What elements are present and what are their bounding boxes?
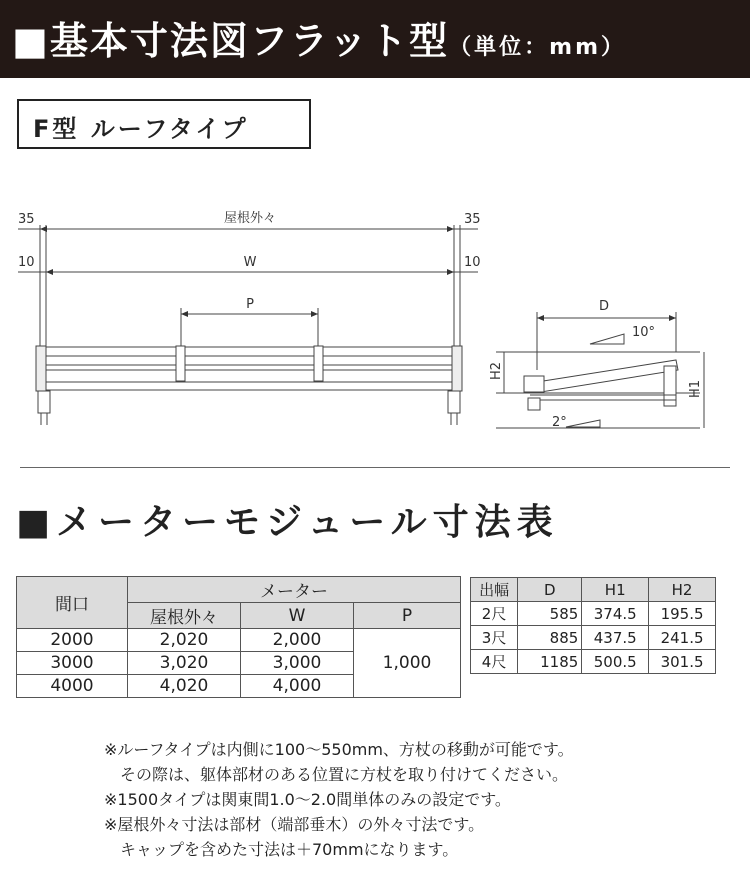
table-row: 4000 4,020 4,000 xyxy=(17,675,461,698)
outer-dim-label: 屋根外々 xyxy=(223,211,277,226)
section-title: ■メーターモジュール寸法表 xyxy=(16,502,559,543)
w-dim-label: W xyxy=(243,255,257,270)
head-p: P xyxy=(354,603,461,629)
h2-dim-label: H2 xyxy=(489,361,504,380)
head-debaba: 出幅 xyxy=(471,578,518,602)
h1-dim-label: H1 xyxy=(688,379,703,398)
type-badge-label: F型 ルーフタイプ xyxy=(33,115,249,143)
right-35-label: 35 xyxy=(464,212,481,227)
head-h1: H1 xyxy=(582,578,649,602)
depth-table xyxy=(470,577,716,674)
meter-module-table xyxy=(16,576,461,698)
head-meter: メーター xyxy=(128,577,461,603)
p-value: 1,000 xyxy=(354,629,461,698)
note-line: ※屋根外々寸法は部材（端部垂木）の外々寸法です。 xyxy=(104,815,485,834)
table-row: 4尺 1185 500.5 301.5 xyxy=(471,650,716,674)
divider xyxy=(20,467,730,468)
angle-2-label: 2° xyxy=(552,415,567,430)
table-row: 3尺 885 437.5 241.5 xyxy=(471,626,716,650)
head-maguchi: 間口 xyxy=(17,577,128,629)
note-line: ※1500タイプは関東間1.0〜2.0間単体のみの設定です。 xyxy=(104,790,511,809)
head-w: W xyxy=(241,603,354,629)
table-row: 2000 2,020 2,000 1,000 xyxy=(17,629,461,652)
right-10-label: 10 xyxy=(464,255,481,270)
page-title: ■基本寸法図フラット型（単位：mm） xyxy=(12,19,627,63)
note-line: キャップを含めた寸法は＋70mmになります。 xyxy=(104,840,459,859)
angle-10-label: 10° xyxy=(632,325,656,340)
note-line: ※ルーフタイプは内側に100〜550mm、方杖の移動が可能です。 xyxy=(104,740,574,759)
notes xyxy=(104,737,574,862)
table-row: 3000 3,020 3,000 xyxy=(17,652,461,675)
unit-label: （単位：mm） xyxy=(449,35,627,60)
left-35-label: 35 xyxy=(18,212,35,227)
head-d: D xyxy=(518,578,582,602)
head-h2: H2 xyxy=(649,578,716,602)
table-row: 2尺 585 374.5 195.5 xyxy=(471,602,716,626)
left-10-label: 10 xyxy=(18,255,35,270)
note-line: その際は、躯体部材のある位置に方杖を取り付けてください。 xyxy=(104,765,569,784)
p-dim-label: P xyxy=(246,297,254,312)
head-outer: 屋根外々 xyxy=(128,603,241,629)
d-dim-label: D xyxy=(598,299,610,314)
